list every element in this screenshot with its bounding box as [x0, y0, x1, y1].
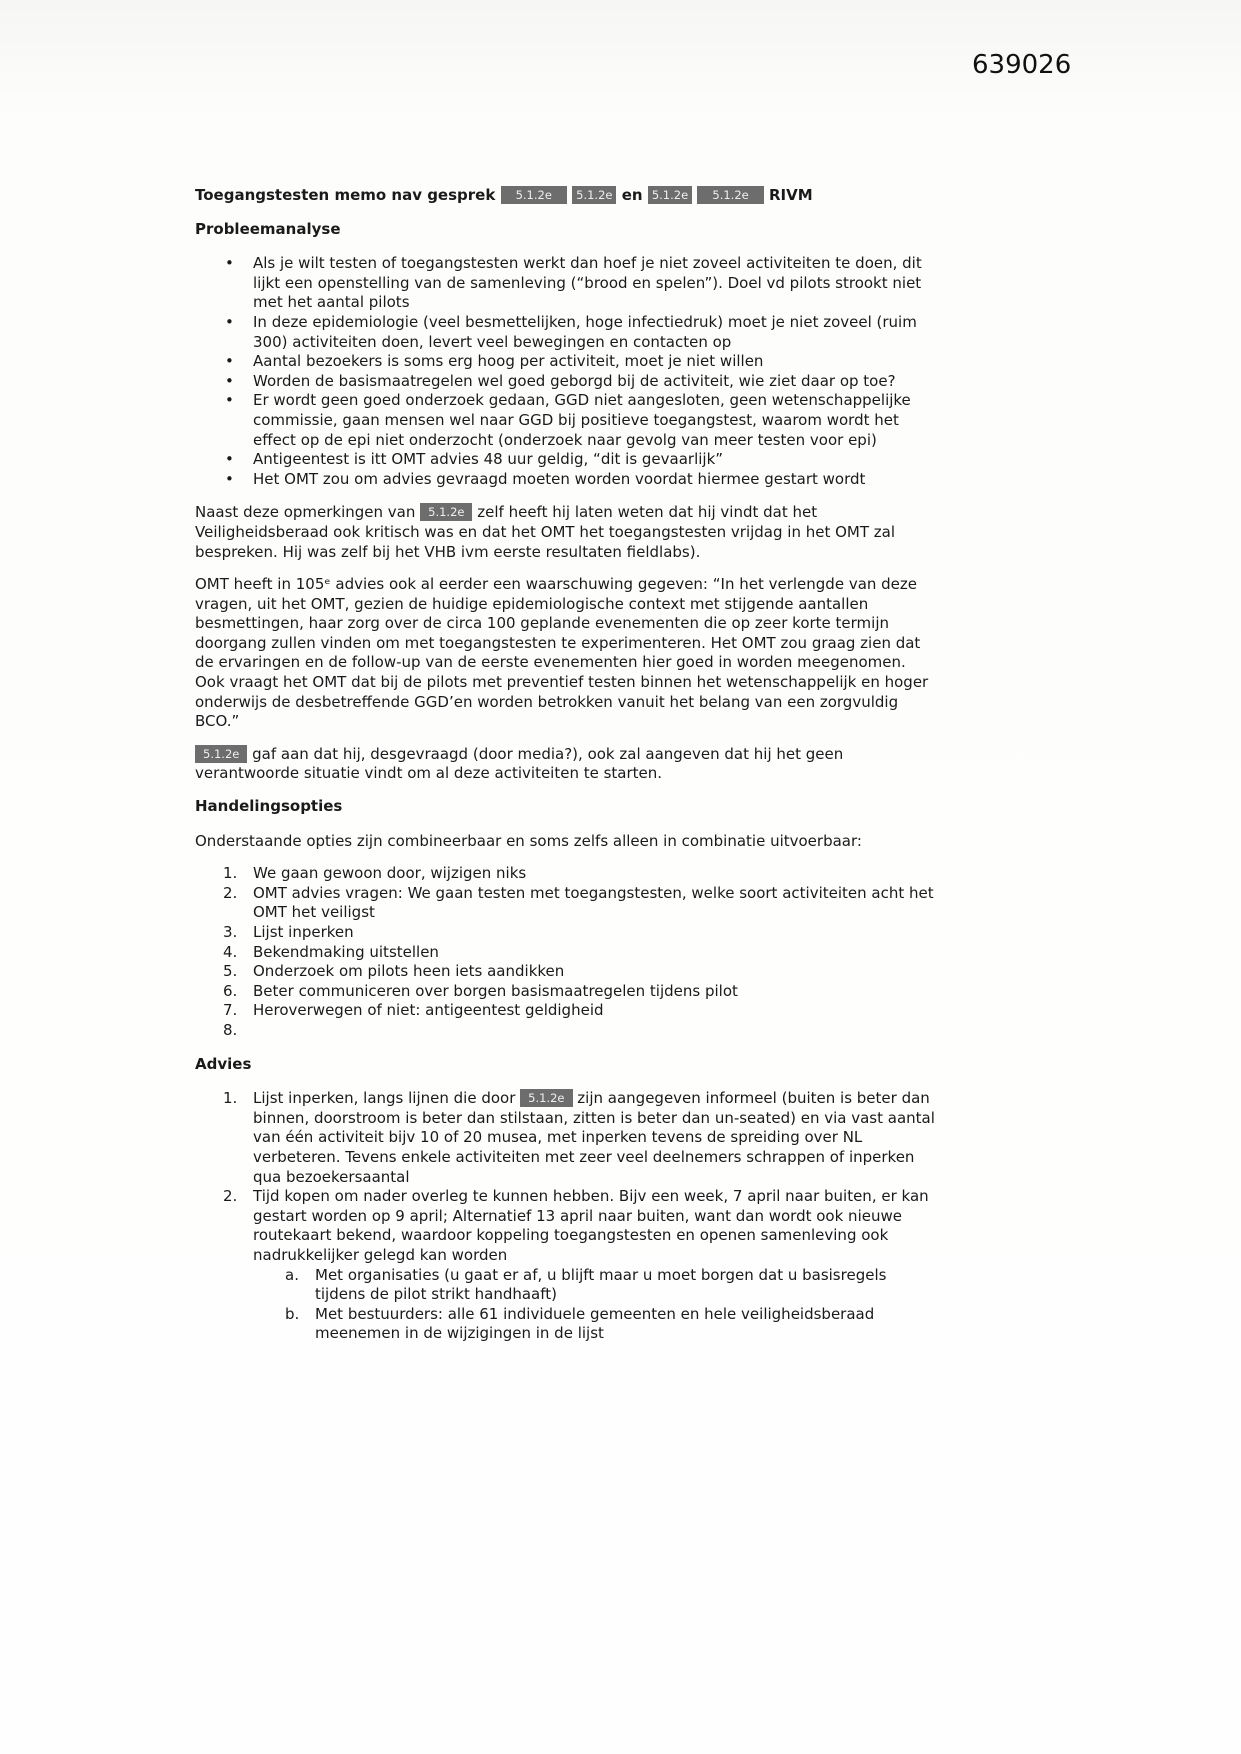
bullet-text: Worden de basismaatregelen wel goed geborgd bij de activiteit, wie ziet daar op toe?: [253, 371, 896, 390]
paragraph-text: gaf aan dat hij, desgevraagd (door media?), ook zal aangeven dat hij het geen verantwoorde situatie vindt om al deze activiteiten te starten.: [195, 744, 844, 783]
section-heading-advies: Advies: [195, 1054, 252, 1073]
list-item-text: Heroverwegen of niet: antigeentest geldigheid: [253, 1001, 604, 1020]
list-item: [195, 864, 937, 884]
list-item: [195, 1001, 937, 1021]
list-item: [253, 1266, 937, 1305]
redaction-box: 5.1.2e: [697, 186, 763, 204]
paragraph-gaf-aan: [195, 745, 937, 784]
paragraph-naast: [195, 503, 937, 562]
document-number: 639026: [972, 50, 1072, 80]
list-item: [195, 982, 937, 1002]
list-item: [195, 352, 937, 372]
list-item-text: Lijst inperken, langs lijnen die door: [253, 1089, 516, 1108]
list-item-text: Met bestuurders: alle 61 individuele gemeenten en hele veiligheidsberaad meenemen in de wijzigingen in de lijst: [315, 1304, 875, 1343]
section-heading-handelingsopties: Handelingsopties: [195, 797, 343, 816]
bullet-text: Als je wilt testen of toegangstesten werkt dan hoef je niet zoveel activiteiten te doen, dit lijkt een openstelling van de samenleving (“brood en spelen”). Doel vd pilots strookt niet met het aantal pilots: [253, 254, 922, 312]
redaction-box: 5.1.2e: [520, 1089, 572, 1107]
list-item: [195, 313, 937, 352]
paragraph-text: zelf heeft hij laten weten dat hij vindt dat het Veiligheidsberaad ook kritisch was en dat het OMT het toegangstesten vrijdag in het OMT zal bespreken. Hij was zelf bij het VHB ivm eerste resultaten fieldlabs).: [195, 503, 896, 561]
list-item: [195, 450, 937, 470]
bullet-text: Er wordt geen goed onderzoek gedaan, GGD niet aangesloten, geen wetenschappelijke commissie, gaan mensen wel naar GGD bij positieve toegangstest, waarom wordt het effect op de epi niet onderzocht (onderzoek naar gevolg van meer testen voor epi): [253, 391, 911, 449]
list-item: [195, 923, 937, 943]
list-item: [195, 391, 937, 450]
redaction-box: 5.1.2e: [420, 503, 472, 521]
list-item: [195, 372, 937, 392]
list-item: [195, 1089, 937, 1187]
list-item-text: OMT advies vragen: We gaan testen met toegangstesten, welke soort activiteiten acht het OMT het veiligst: [253, 883, 934, 922]
list-item: [195, 1187, 937, 1344]
redaction-box: 5.1.2e: [501, 186, 567, 204]
redaction-box: 5.1.2e: [648, 186, 692, 204]
bullet-text: Aantal bezoekers is soms erg hoog per activiteit, moet je niet willen: [253, 352, 764, 371]
memo-title-text-3: RIVM: [768, 186, 813, 204]
bullet-text: Het OMT zou om advies gevraagd moeten worden voordat hiermee gestart wordt: [253, 469, 866, 488]
handelingsopties-list: [195, 864, 937, 1040]
document-content: [195, 186, 937, 1358]
paragraph-omt-advies: OMT heeft in 105ᵉ advies ook al eerder een waarschuwing gegeven: “In het verlengde van deze vragen, uit het OMT, gezien de huidige epidemiologische context met stijgende aantallen besmettingen, haar zorg over de circa 100 geplande evenementen die op zeer korte termijn doorgang zullen vinden om met toegangstesten te experimenteren. Het OMT zou graag zien dat de ervaringen en de follow-up van de eerste evenementen hier goed in worden meegenomen. Ook vraagt het OMT dat bij de pilots met preventief testen binnen het wetenschappelijk en hoger onderwijs de desbetreffende GGD’en worden betrokken vanuit het belang van een zorgvuldig BCO.”: [195, 575, 929, 731]
redaction-box: 5.1.2e: [195, 745, 247, 763]
advies-list: [195, 1089, 937, 1344]
list-item-text: zijn aangegeven informeel (buiten is beter dan binnen, doorstroom is beter dan stilstaan, zitten is beter dan un-seated) en via vast aantal van één activiteit bijv 10 of 20 musea, met inperken tevens de spreiding over NL verbeteren. Tevens enkele activiteiten met zeer veel deelnemers schrappen of inperken qua bezoekersaantal: [253, 1089, 935, 1186]
list-item-text: Bekendmaking uitstellen: [253, 942, 439, 961]
list-item: [195, 470, 937, 490]
list-item-text: Met organisaties (u gaat er af, u blijft maar u moet borgen dat u basisregels tijdens de pilot strikt handhaaft): [315, 1265, 887, 1304]
paragraph-text: Naast deze opmerkingen van: [195, 503, 416, 522]
bullet-text: In deze epidemiologie (veel besmettelijken, hoge infectiedruk) moet je niet zoveel (ruim 300) activiteiten doen, levert veel bewegingen en contacten op: [253, 312, 917, 351]
memo-title: [195, 186, 937, 206]
list-item: [253, 1305, 937, 1344]
list-item: [195, 254, 937, 313]
redaction-box: 5.1.2e: [572, 186, 616, 204]
list-item-text: Onderzoek om pilots heen iets aandikken: [253, 962, 565, 981]
list-item-text: We gaan gewoon door, wijzigen niks: [253, 864, 527, 883]
list-item: [195, 943, 937, 963]
list-item-text: Lijst inperken: [253, 923, 354, 941]
list-item: [195, 1021, 937, 1041]
bullet-text: Antigeentest is itt OMT advies 48 uur geldig, “dit is gevaarlijk”: [253, 450, 724, 469]
list-item-text: Tijd kopen om nader overleg te kunnen hebben. Bijv een week, 7 april naar buiten, er kan gestart worden op 9 april; Alternatief 13 april naar buiten, want dan wordt ook nieuwe routekaart bekend, waardoor koppeling toegangstesten en openen samenleving ook nadrukkelijker gelegd kan worden: [253, 1187, 929, 1264]
advies-sub-list: [253, 1266, 937, 1344]
list-item-text: Beter communiceren over borgen basismaatregelen tijdens pilot: [253, 981, 738, 1000]
probleemanalyse-bullet-list: [195, 254, 937, 489]
memo-title-text-2: en: [621, 186, 643, 204]
list-item: [195, 962, 937, 982]
section-heading-probleemanalyse: Probleemanalyse: [195, 219, 341, 238]
list-item: [195, 884, 937, 923]
paragraph-handelingsopties-intro: Onderstaande opties zijn combineerbaar en soms zelfs alleen in combinatie uitvoerbaar:: [195, 831, 862, 850]
memo-title-text-1: Toegangstesten memo nav gesprek: [195, 186, 496, 204]
